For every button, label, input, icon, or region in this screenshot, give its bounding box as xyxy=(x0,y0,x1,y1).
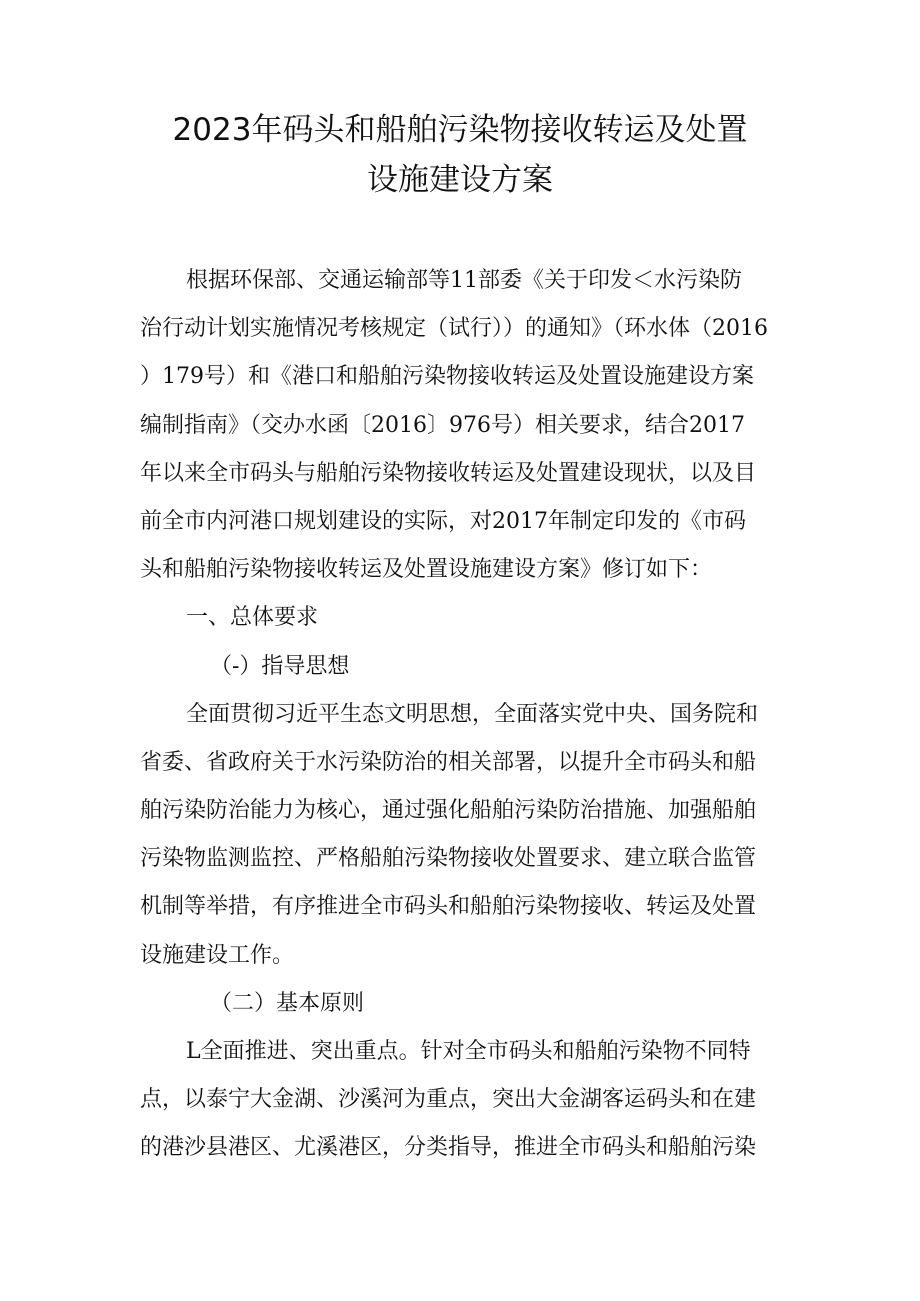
paragraph-intro-line: 头和船舶污染物接收转运及处置设施建设方案》修订如下： xyxy=(140,557,713,583)
paragraph-guiding-line: 全面贯彻习近平生态文明思想，全面落实党中央、国务院和 xyxy=(186,701,759,727)
paragraph-guiding-line: 机制等举措，有序推进全市码头和船舶污染物接收、转运及处置 xyxy=(140,894,757,920)
paragraph-principle-line: L全面推进、突出重点。针对全市码头和船舶污染物不同特 xyxy=(186,1039,751,1064)
document-body xyxy=(140,257,790,1173)
paragraph-guiding-line: 舶污染防治能力为核心，通过强化船舶污染防治措施、加强船舶 xyxy=(140,798,757,824)
document-title-line-1: 2023年码头和船舶污染物接收转运及处置 xyxy=(172,112,748,148)
paragraph-intro-line: 根据环保部、交通运输部等11部委《关于印发＜水污染防 xyxy=(186,268,742,293)
paragraph-intro-line: 年以来全市码头与船舶污染物接收转运及处置建设现状，以及目 xyxy=(140,460,757,486)
paragraph-intro-line: 治行动计划实施情况考核规定（试行））的通知》（环水体（2016 xyxy=(140,316,768,342)
paragraph-guiding-line: 省委、省政府关于水污染防治的相关部署，以提升全市码头和船 xyxy=(140,749,757,775)
paragraph-intro-line: 前全市内河港口规划建设的实际，对2017年制定印发的《市码 xyxy=(140,508,746,534)
subsection-heading: （-）指导思想 xyxy=(210,653,350,679)
paragraph-guiding-line: 设施建设工作。 xyxy=(140,942,295,968)
subsection-heading: （二）基本原则 xyxy=(210,990,365,1016)
document-title-line-2: 设施建设方案 xyxy=(367,162,553,198)
section-heading: 一、总体要求 xyxy=(186,605,319,631)
paragraph-intro-line: 编制指南》（交办水函〔2016〕976号）相关要求，结合2017 xyxy=(140,412,745,438)
paragraph-guiding-line: 污染物监测监控、严格船舶污染物接收处置要求、建立联合监管 xyxy=(140,846,757,872)
paragraph-principle-line: 的港沙县港区、尤溪港区，分类指导，推进全市码头和船舶污染 xyxy=(140,1135,757,1161)
paragraph-principle-line: 点，以泰宁大金湖、沙溪河为重点，突出大金湖客运码头和在建 xyxy=(140,1087,757,1113)
paragraph-intro-line: ）179号）和《港口和船舶污染物接收转运及处置设施建设方案 xyxy=(140,364,754,390)
